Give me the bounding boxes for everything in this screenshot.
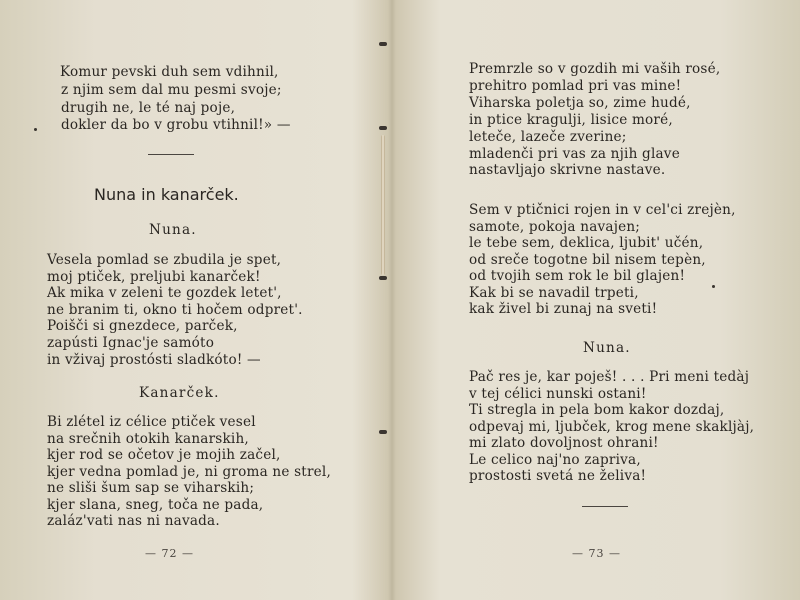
verse-line: Pač res je, kar poješ! . . . Pri meni tedàj xyxy=(469,369,750,385)
speaker-label: Nuna. xyxy=(149,222,197,238)
speaker-label: Nuna. xyxy=(583,340,631,356)
verse-line: Bi zlétel iz célice ptiček vesel xyxy=(47,414,256,430)
verse-line: Kak bi se navadil trpeti, xyxy=(469,284,639,301)
verse-line: z njim sem dal mu pesmi svoje; xyxy=(61,81,282,98)
verse-line: in vživaj prostósti sladkóto! — xyxy=(47,351,261,368)
binding-thread xyxy=(381,135,385,275)
right-page xyxy=(400,0,800,600)
binding-stitch xyxy=(379,42,387,46)
verse-line: moj ptiček, preljubi kanarček! xyxy=(47,268,261,285)
verse-line: prehitro pomlad pri vas mine! xyxy=(469,77,682,94)
binding-stitch xyxy=(379,430,387,434)
section-divider xyxy=(582,506,628,507)
verse-line: kjer rod se očetov je mojih začel, xyxy=(47,447,281,463)
verse-line: v tej célici nunski ostani! xyxy=(469,385,647,402)
verse-line: samote, pokoja navajen; xyxy=(469,218,641,235)
binding-stitch xyxy=(379,126,387,130)
verse-line: Sem v ptičnici rojen in v cel'ci zrejèn, xyxy=(469,202,736,218)
verse-line: nastavljajo skrivne nastave. xyxy=(469,162,666,179)
verse-line: Vesela pomlad se zbudila je spet, xyxy=(47,252,282,268)
verse-line: kjer slana, sneg, toča ne pada, xyxy=(47,496,264,513)
verse-line: leteče, lazeče zverine; xyxy=(469,128,627,145)
verse-line: Komur pevski duh sem vdihnil, xyxy=(60,64,279,80)
paper-speck xyxy=(34,128,37,131)
verse-line: Le celico naj'no zapriva, xyxy=(469,451,641,468)
page-number: — 72 — xyxy=(145,547,194,560)
verse-line: na srečnih otokih kanarskih, xyxy=(47,430,249,447)
verse-line: od sreče togotne bil nisem tepèn, xyxy=(469,251,706,268)
verse-line: le tebe sem, deklica, ljubit' učén, xyxy=(469,235,704,251)
verse-line: zaláz'vati nas ni navada. xyxy=(47,513,220,529)
verse-line: Ak mika v zeleni te gozdek letet', xyxy=(47,285,282,302)
binding-stitch xyxy=(379,276,387,280)
verse-line: drugih ne, le té naj poje, xyxy=(61,99,236,116)
verse-line: od tvojih sem rok le bil glajen! xyxy=(469,268,686,284)
verse-line: ne branim ti, okno ti hočem odpret'. xyxy=(47,301,303,318)
verse-line: kak živel bi zunaj na sveti! xyxy=(469,301,658,317)
verse-line: prostosti svetá ne želiva! xyxy=(469,468,647,484)
verse-line: mi zlato dovoljnost ohrani! xyxy=(469,435,659,451)
section-divider xyxy=(148,154,194,155)
poem-title: Nuna in kanarček. xyxy=(94,185,239,204)
verse-line: odpevaj mi, ljubček, krog mene skakljàj, xyxy=(469,418,755,435)
verse-line: ne sliši šum sap se viharskih; xyxy=(47,480,255,496)
verse-line: Premrzle so v gozdih mi vaših rosé, xyxy=(469,61,721,77)
page-number: — 73 — xyxy=(572,547,621,560)
verse-line: zapústi Ignac'je samóto xyxy=(47,335,215,351)
verse-line: Ti stregla in pela bom kakor dozdaj, xyxy=(469,402,725,418)
speaker-label: Kanarček. xyxy=(139,385,220,401)
verse-line: in ptice kragulji, lisice moré, xyxy=(469,111,673,128)
verse-line: Viharska poletja so, zime hudé, xyxy=(469,94,691,111)
verse-line: Poišči si gnezdece, parček, xyxy=(47,318,238,335)
verse-line: mladenči pri vas za njih glave xyxy=(469,145,680,162)
paper-speck xyxy=(712,285,715,288)
verse-line: dokler da bo v grobu vtihnil!» — xyxy=(61,117,291,134)
verse-line: kjer vedna pomlad je, ni groma ne strel, xyxy=(47,463,331,480)
